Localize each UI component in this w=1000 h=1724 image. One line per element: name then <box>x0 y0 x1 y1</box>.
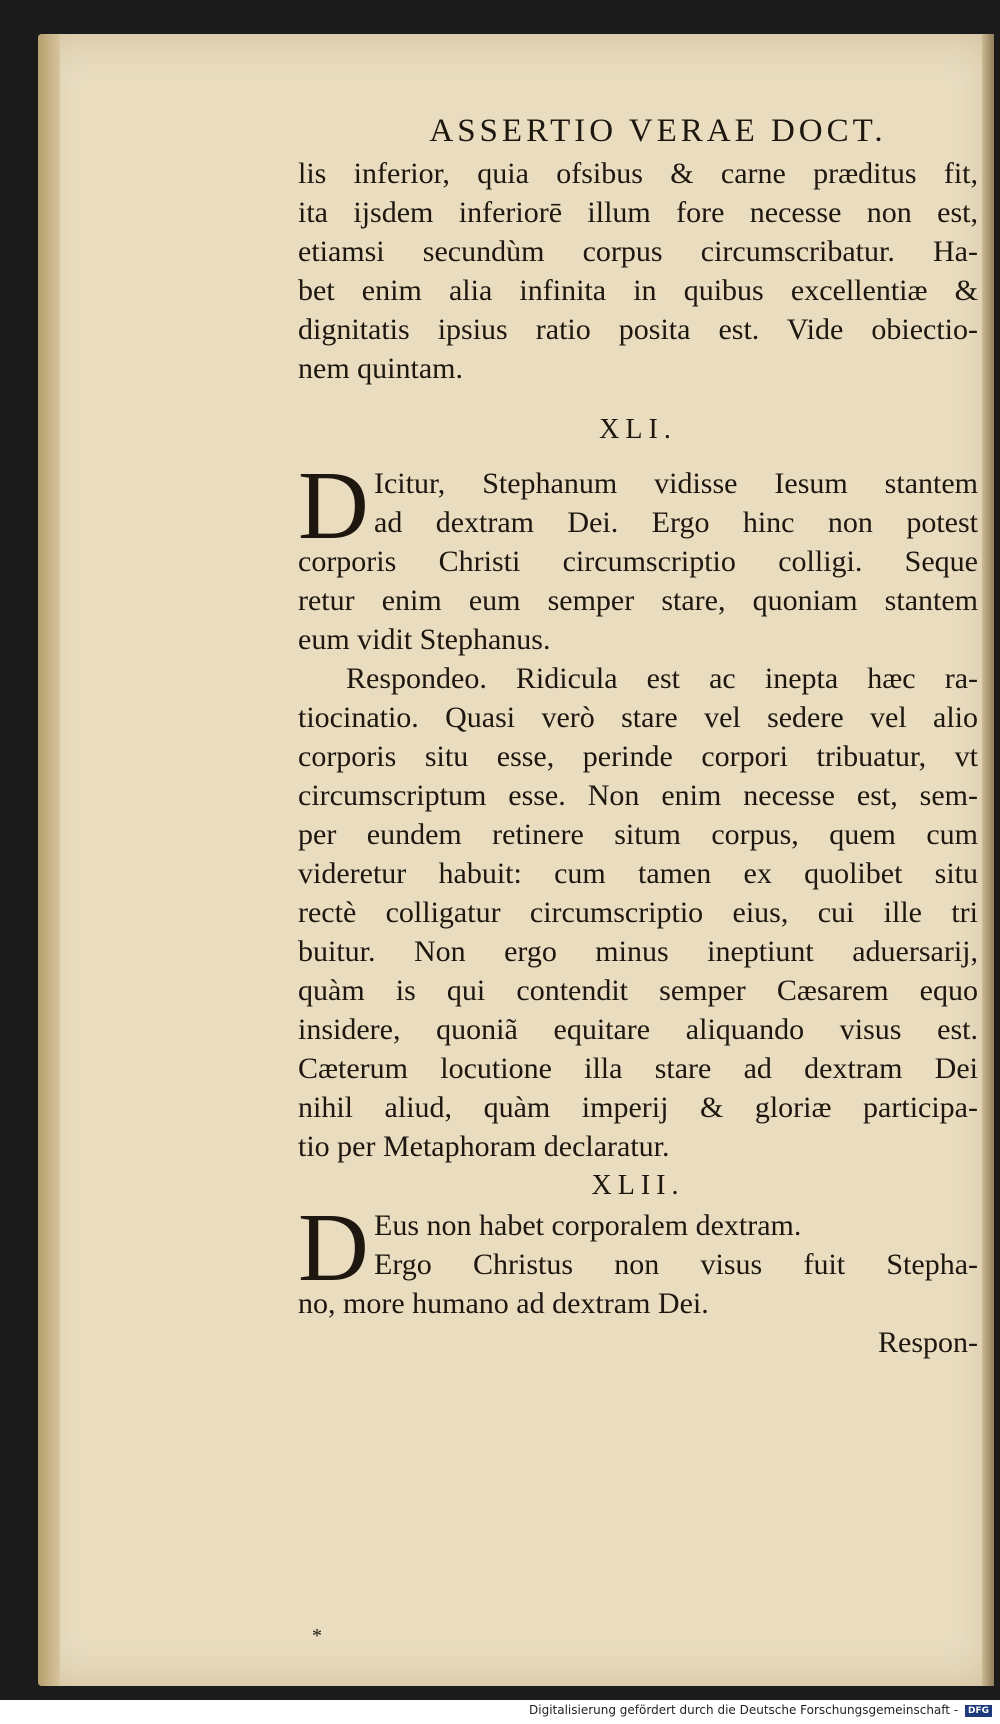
text-line: per eundem retinere situm corpus, quem cum <box>298 818 978 851</box>
text-line: Ergo Christus non visus fuit Stepha- <box>374 1248 978 1281</box>
footer-credit <box>529 1703 992 1717</box>
page-left-edge <box>38 34 60 1686</box>
text-line: bet enim alia infinita in quibus excellentiæ & <box>298 274 978 307</box>
text-line: eum vidit Stephanus. <box>298 623 551 656</box>
text-line: corporis situ esse, perinde corpori tribuatur, vt <box>298 740 978 773</box>
text-line: Eus non habet corporalem dextram. <box>374 1209 802 1242</box>
text-line: buitur. Non ergo minus ineptiunt aduersarij, <box>298 935 978 968</box>
text-line: circumscriptum esse. Non enim necesse est, sem- <box>298 779 978 812</box>
dfg-logo: DFG <box>965 1705 992 1717</box>
text-line: dignitatis ipsius ratio posita est. Vide obiectio- <box>298 313 978 346</box>
running-head: ASSERTIO VERAE DOCT. <box>429 113 887 149</box>
text-line: quàm is qui contendit semper Cæsarem equo <box>298 974 978 1007</box>
objection-42 <box>298 1194 978 1323</box>
text-line: insidere, quoniã equitare aliquando visus est. <box>298 1013 978 1046</box>
drop-cap-initial: D <box>298 452 369 560</box>
text-line: nem quintam. <box>298 352 463 385</box>
text-block <box>298 108 978 1363</box>
text-line: nihil aliud, quàm imperij & gloriæ participa- <box>298 1091 978 1124</box>
text-line: lis inferior, quia ofsibus & carne præditus fit, <box>298 157 978 190</box>
text-line: no, more humano ad dextram Dei. <box>298 1287 709 1320</box>
footer-credit-text: Digitalisierung gefördert durch die Deutsche Forschungsgemeinschaft - <box>529 1703 959 1717</box>
text-line: tio per Metaphoram declaratur. <box>298 1130 670 1163</box>
text-line: etiamsi secundùm corpus circumscribatur. Ha- <box>298 235 978 268</box>
response-41 <box>298 659 978 1166</box>
page-gutter <box>982 34 994 1686</box>
text-line: ita ijsdem inferiorē illum fore necesse non est, <box>298 196 978 229</box>
text-line: Icitur, Stephanum vidisse Iesum stantem <box>374 467 978 500</box>
text-line: Cæterum locutione illa stare ad dextram Dei <box>298 1052 978 1085</box>
text-line: tiocinatio. Quasi verò stare vel sedere vel alio <box>298 701 978 734</box>
objection-41 <box>298 452 978 659</box>
text-line: Respondeo. Ridicula est ac inepta hæc ra- <box>346 662 978 695</box>
section-number-42: XLII. <box>591 1170 685 1201</box>
catchword: Respon- <box>878 1326 978 1359</box>
paragraph-continued <box>298 154 978 388</box>
section-number-41: XLI. <box>599 414 677 445</box>
text-line: rectè colligatur circumscriptio eius, cui ille tri <box>298 896 978 929</box>
text-line: ad dextram Dei. Ergo hinc non potest <box>374 506 978 539</box>
text-line: retur enim eum semper stare, quoniam stantem <box>298 584 978 617</box>
signature-mark: * <box>312 1625 322 1647</box>
text-line: videretur habuit: cum tamen ex quolibet situ <box>298 857 978 890</box>
text-line: corporis Christi circumscriptio colligi. Seque <box>298 545 978 578</box>
drop-cap-initial: D <box>298 1194 369 1302</box>
